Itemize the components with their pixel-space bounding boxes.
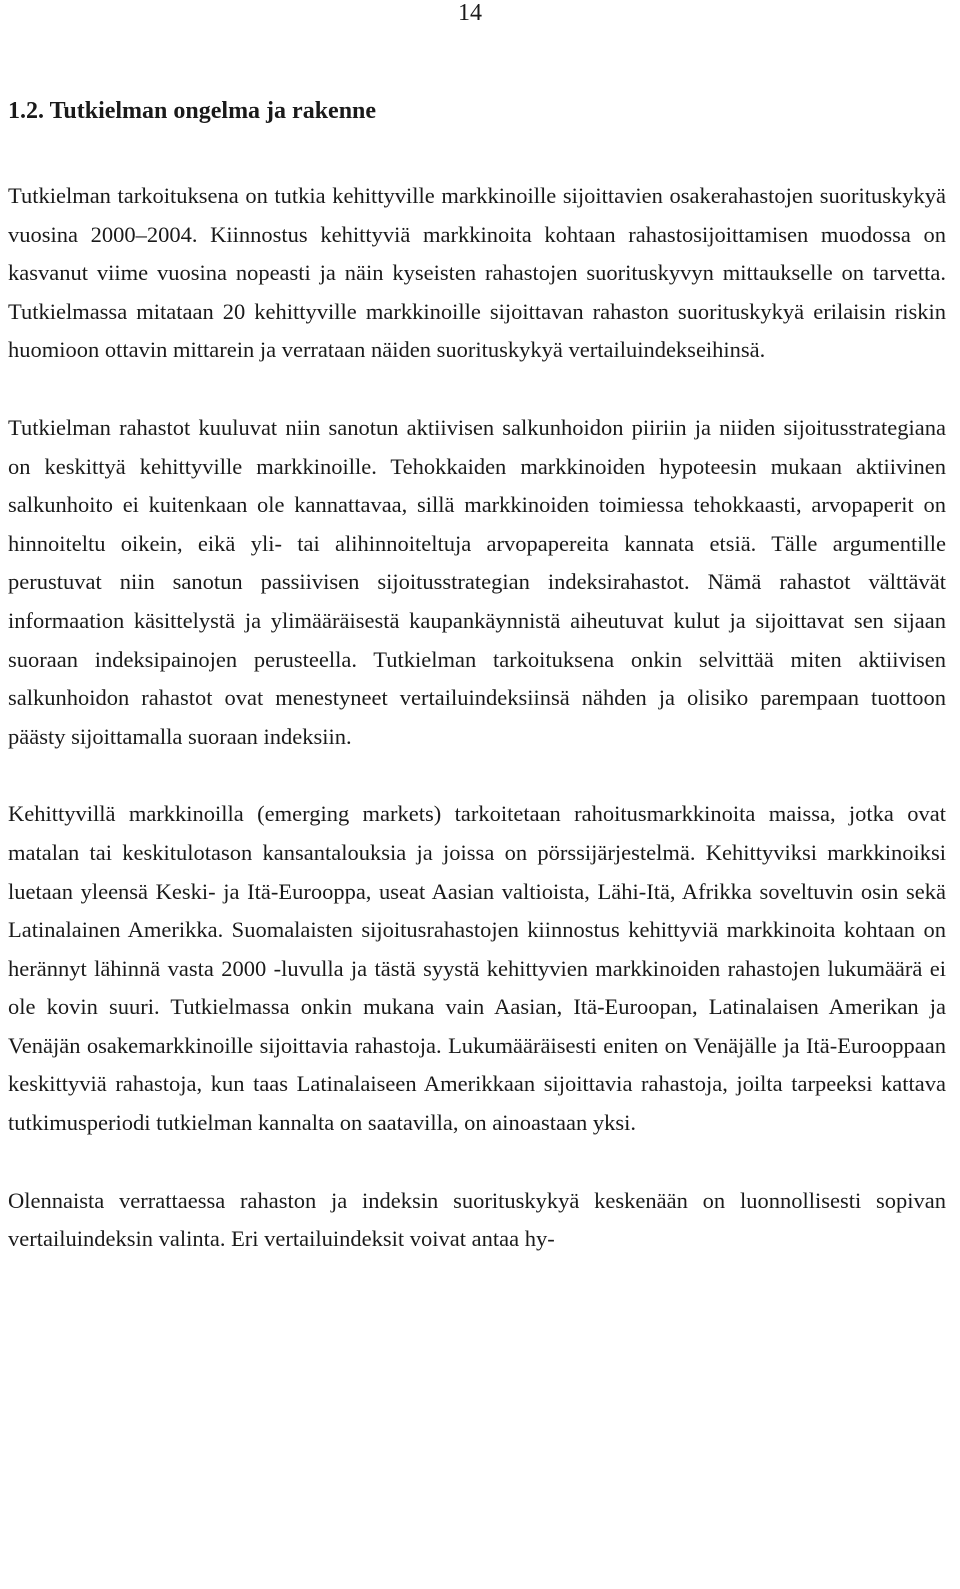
- page-number: 14: [458, 0, 482, 26]
- paragraph-2: Tutkielman rahastot kuuluvat niin sanotun aktiivisen salkunhoidon piiriin ja niiden sijoitusstrategiana on keskittyä kehittyville markkinoille. Tehokkaiden markkinoiden hypoteesin mukaan aktiivinen salkunhoito ei kuitenkaan ole kannattavaa, sillä markkinoiden toimiessa tehokkaasti, arvopaperit on hinnoiteltu oikein, eikä yli- tai alihinnoiteltuja arvopapereita kannata etsiä. Tälle argumentille perustuvat niin sanotun passiivisen sijoitusstrategian indeksirahastot. Nämä rahastot välttävät informaation käsittelystä ja ylimääräisestä kaupankäynnistä aiheutuvat kulut ja sijoittavat sen sijaan suoraan indeksipainojen perusteella. Tutkielman tarkoituksena onkin selvittää miten aktiivisen salkunhoidon rahastot ovat menestyneet vertailuindeksiinsä nähden ja olisiko parempaan tuottoon päästy sijoittamalla suoraan indeksiin.: [8, 414, 946, 749]
- section-number: 1.2.: [8, 98, 44, 124]
- section-heading: [8, 95, 376, 127]
- paragraph-3: Kehittyvillä markkinoilla (emerging markets) tarkoitetaan rahoitusmarkkinoita maissa, jotka ovat matalan tai keskitulotason kansantalouksia ja joissa on pörssijärjestelmä. Kehittyviksi markkinoiksi luetaan yleensä Keski- ja Itä-Eurooppa, useat Aasian valtioista, Lähi-Itä, Afrikka soveltuvin osin sekä Latinalainen Amerikka. Suomalaisten sijoitusrahastojen kiinnostus kehittyviä markkinoita kohtaan on herännyt lähinnä vasta 2000 -luvulla ja tästä syystä kehittyvien markkinoiden rahastojen lukumäärä ei ole kovin suuri. Tutkielmassa onkin mukana vain Aasian, Itä-Euroopan, Latinalaisen Amerikan ja Venäjän osakemarkkinoille sijoittavia rahastoja. Lukumääräisesti eniten on Venäjälle ja Itä-Eurooppaan keskittyviä rahastoja, kun taas Latinalaiseen Amerikkaan sijoittavia rahastoja, joilta tarpeeksi kattava tutkimusperiodi tutkielman kannalta on saatavilla, on ainoastaan yksi.: [8, 801, 946, 1136]
- section-title: Tutkielman ongelma ja rakenne: [49, 98, 377, 124]
- body-text: [8, 177, 946, 1298]
- paragraph-4: Olennaista verrattaessa rahaston ja indeksin suorituskykyä keskenään on luonnollisesti sopivan vertailuindeksin valinta. Eri vertailuindeksit voivat antaa hy-: [8, 1187, 946, 1252]
- paragraph-1: Tutkielman tarkoituksena on tutkia kehittyville markkinoille sijoittavien osakerahastojen suorituskykyä vuosina 2000–2004. Kiinnostus kehittyviä markkinoita kohtaan rahastosijoittamisen muodossa on kasvanut viime vuosina nopeasti ja näin kyseisten rahastojen suorituskyvyn mittaukselle on tarvetta. Tutkielmassa mitataan 20 kehittyville markkinoille sijoittavan rahaston suorituskykyä erilaisin riskin huomioon ottavin mittarein ja verrataan näiden suorituskykyä vertailuindekseihinsä.: [8, 183, 946, 363]
